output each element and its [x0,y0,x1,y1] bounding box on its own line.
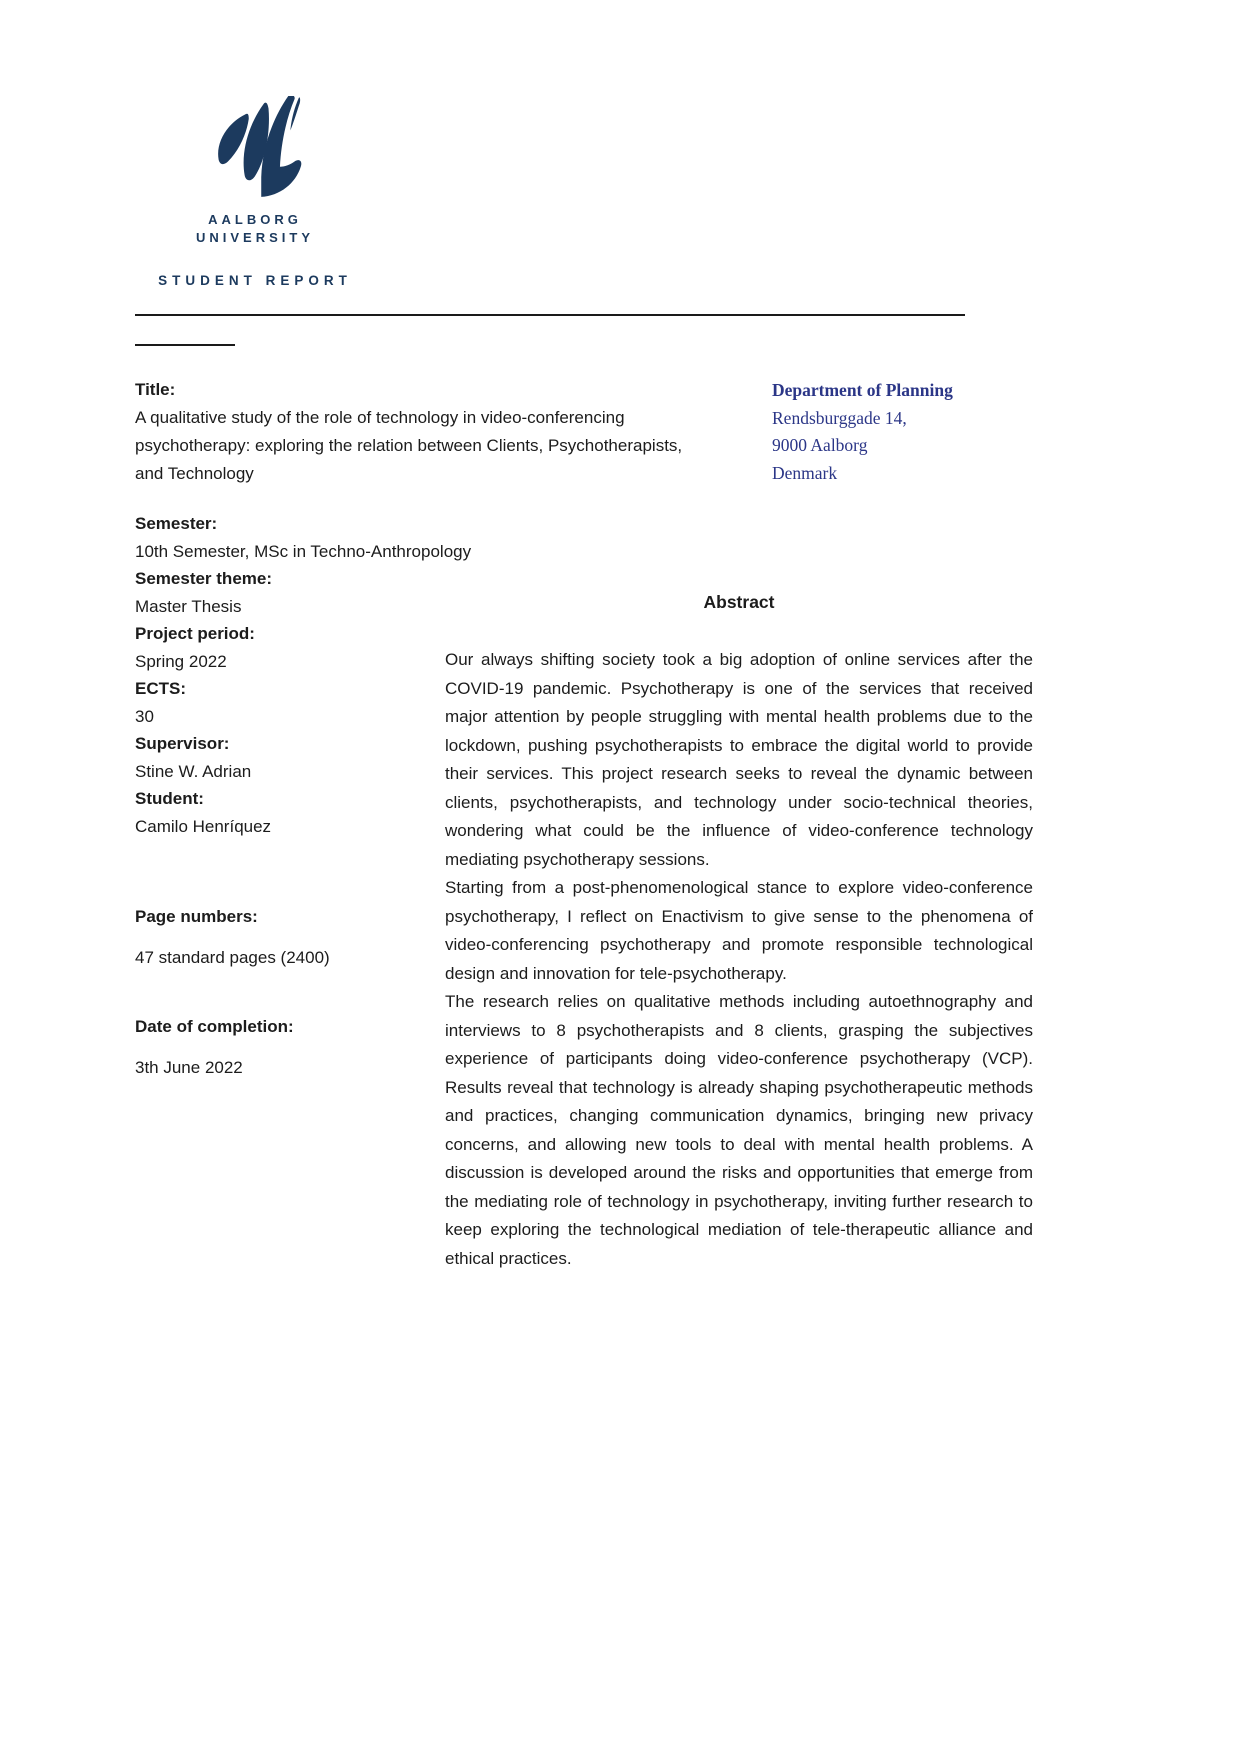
department-city: 9000 Aalborg [772,435,868,455]
department-name: Department of Planning [772,380,953,400]
aalborg-university-swoosh-icon [202,96,308,200]
field-label: Student: [135,789,204,808]
university-logo [150,96,360,288]
title-value: A qualitative study of the role of technology in video-conferencing psychotherapy: exploring the relation between Clients, Psychotherapists, and Technology [135,408,683,483]
page-numbers-value: 47 standard pages (2400) [135,948,330,967]
field-value: Spring 2022 [135,651,227,671]
department-street: Rendsburggade 14, [772,407,907,428]
wordmark-line-2: UNIVERSITY [195,230,314,245]
completion-date-value: 3th June 2022 [135,1058,243,1077]
field-label: Project period: [135,624,255,643]
abstract-paragraph-1: Our always shifting society took a big adoption of online services after the COVID-19 pandemic. Psychotherapy is one of the services that received major attention by people struggling with mental health problems due to the lockdown, pushing psychotherapists to embrace the digital world to provide their services. This project research seeks to reveal the dynamic between clients, psychotherapists, and technology under socio-technical theories, wondering what could be the influence of video-conference technology mediating psychotherapy sessions. [445,650,1033,869]
department-country: Denmark [772,462,838,483]
abstract-paragraph-3: The research relies on qualitative methods including autoethnography and interviews to 8 psychotherapists and 8 clients, grasping the subjectives experience of participants doing video-conference psychotherapy (VCP). Results reveal that technology is already shaping psychotherapeutic methods and practices, changing communication dynamics, bringing new privacy concerns, and allowing new tools to deal with mental health problems. A discussion is developed around the risks and opportunities that emerge from the mediating role of technology in psychotherapy, inviting further research to keep exploring the technological mediation of tele-therapeutic alliance and ethical practices. [445,992,1033,1268]
field-value: Stine W. Adrian [135,761,252,781]
field-value: 10th Semester, MSc in Techno-Anthropology [135,541,472,561]
field-value: Master Thesis [135,596,242,616]
field-value: 30 [135,706,154,726]
field-label: ECTS: [135,679,186,698]
page-numbers-label: Page numbers: [135,907,258,926]
field-value: Camilo Henríquez [135,816,272,836]
field-label: Semester: [135,514,218,533]
field-row-semester [135,510,705,565]
title-label: Title: [135,380,176,399]
department-address [772,377,1032,487]
report-type-label: STUDENT REPORT [158,273,352,288]
title-section [135,376,705,488]
completion-date-label: Date of completion: [135,1017,294,1036]
abstract-body [445,646,1033,1273]
abstract-heading: Abstract [703,592,775,612]
abstract-paragraph-2: Starting from a post-phenomenological stance to explore video-conference psychotherapy, I reflect on Enactivism to give sense to the phenomena of video-conferencing psychotherapy and promote responsible technological design and innovation for tele-psychotherapy. [445,878,1033,983]
horizontal-rule-long [135,314,965,316]
horizontal-rule-short [135,344,235,346]
field-label: Supervisor: [135,734,230,753]
university-wordmark [150,211,360,247]
field-label: Semester theme: [135,569,273,588]
wordmark-line-1: AALBORG [208,212,302,227]
